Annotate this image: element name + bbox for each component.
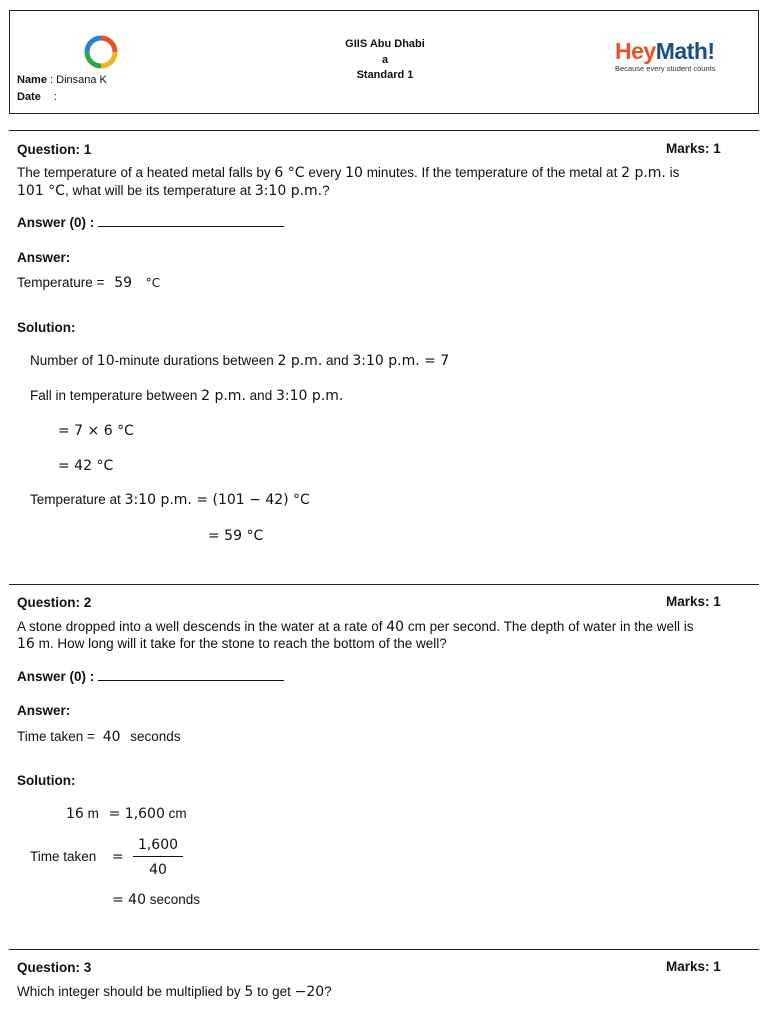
question-3-text: Which integer should be multiplied by 5 to get −20? xyxy=(17,984,332,1000)
question-2-answer: Time taken = 40 seconds xyxy=(17,729,181,745)
heymath-logo xyxy=(615,38,715,73)
fraction-bar xyxy=(133,856,183,857)
question-2-solution-heading: Solution: xyxy=(17,773,76,788)
question-1-answer-blank[interactable] xyxy=(17,215,284,230)
divider xyxy=(9,130,759,131)
fraction-numerator: 1,600 xyxy=(137,837,179,853)
date-label: Date xyxy=(17,91,41,103)
question-1-title: Question: 1 xyxy=(17,142,92,157)
answer-blank-label: Answer (0) : xyxy=(17,215,95,230)
school-logo-icon xyxy=(84,35,118,69)
section-label: a xyxy=(381,54,389,66)
solution-2-time-taken-label: Time taken xyxy=(30,849,97,864)
fraction-denominator: 40 xyxy=(149,862,167,878)
answer-blank-line[interactable] xyxy=(98,669,284,681)
answer-blank-label: Answer (0) : xyxy=(17,669,95,684)
answer-value: 59 xyxy=(114,275,133,291)
question-1-text-line-1: The temperature of a heated metal falls by 6 °C every 10 minutes. If the temperature of the metal at 2 p.m. is xyxy=(17,165,680,181)
name-label: Name xyxy=(17,74,47,86)
divider xyxy=(9,949,759,950)
question-3-title: Question: 3 xyxy=(17,960,92,975)
heymath-tagline: Because every student counts xyxy=(615,64,716,73)
answer-value: 40 xyxy=(102,729,121,745)
divider xyxy=(9,584,759,585)
question-2-answer-heading: Answer: xyxy=(17,703,71,718)
school-name: GIIS Abu Dhabi xyxy=(345,38,425,50)
solution-1-line-2: Fall in temperature between 2 p.m. and 3:10 p.m. xyxy=(30,388,344,404)
question-1-answer: Temperature = 59 °C xyxy=(17,275,161,291)
question-2-answer-blank[interactable] xyxy=(17,669,284,684)
question-1-solution-heading: Solution: xyxy=(17,320,76,335)
answer-blank-line[interactable] xyxy=(98,215,284,227)
question-2-marks: Marks: 1 xyxy=(666,594,721,609)
question-1-answer-heading: Answer: xyxy=(17,250,71,265)
question-3-marks: Marks: 1 xyxy=(666,959,721,974)
name-row xyxy=(17,74,107,86)
solution-2-line-1: 16 m = 1,600 cm xyxy=(66,806,187,822)
date-row xyxy=(17,91,57,103)
standard-label: Standard 1 xyxy=(356,69,414,81)
solution-2-line-3: = 40 seconds xyxy=(112,892,201,908)
heymath-wordmark: HeyMath! xyxy=(615,38,715,64)
question-1-text-line-2: 101 °C, what will be its temperature at 3:10 p.m.? xyxy=(17,183,330,199)
name-value: : Dinsana K xyxy=(50,74,107,86)
question-2-text-line-2: 16 m. How long will it take for the stone to reach the bottom of the well? xyxy=(17,636,447,652)
solution-1-line-4: = 42 °C xyxy=(58,458,114,474)
solution-1-line-5: Temperature at 3:10 p.m. = (101 − 42) °C xyxy=(30,492,310,508)
question-1-marks: Marks: 1 xyxy=(666,141,721,156)
solution-1-line-1: Number of 10-minute durations between 2 p.m. and 3:10 p.m. = 7 xyxy=(30,353,450,369)
solution-2-equals: = xyxy=(112,849,124,865)
date-value: : xyxy=(53,91,57,103)
question-2-title: Question: 2 xyxy=(17,595,92,610)
solution-1-line-3: = 7 × 6 °C xyxy=(58,423,134,439)
question-2-text-line-1: A stone dropped into a well descends in the water at a rate of 40 cm per second. The depth of water in the well is xyxy=(17,619,694,635)
solution-1-line-6: = 59 °C xyxy=(208,528,264,544)
